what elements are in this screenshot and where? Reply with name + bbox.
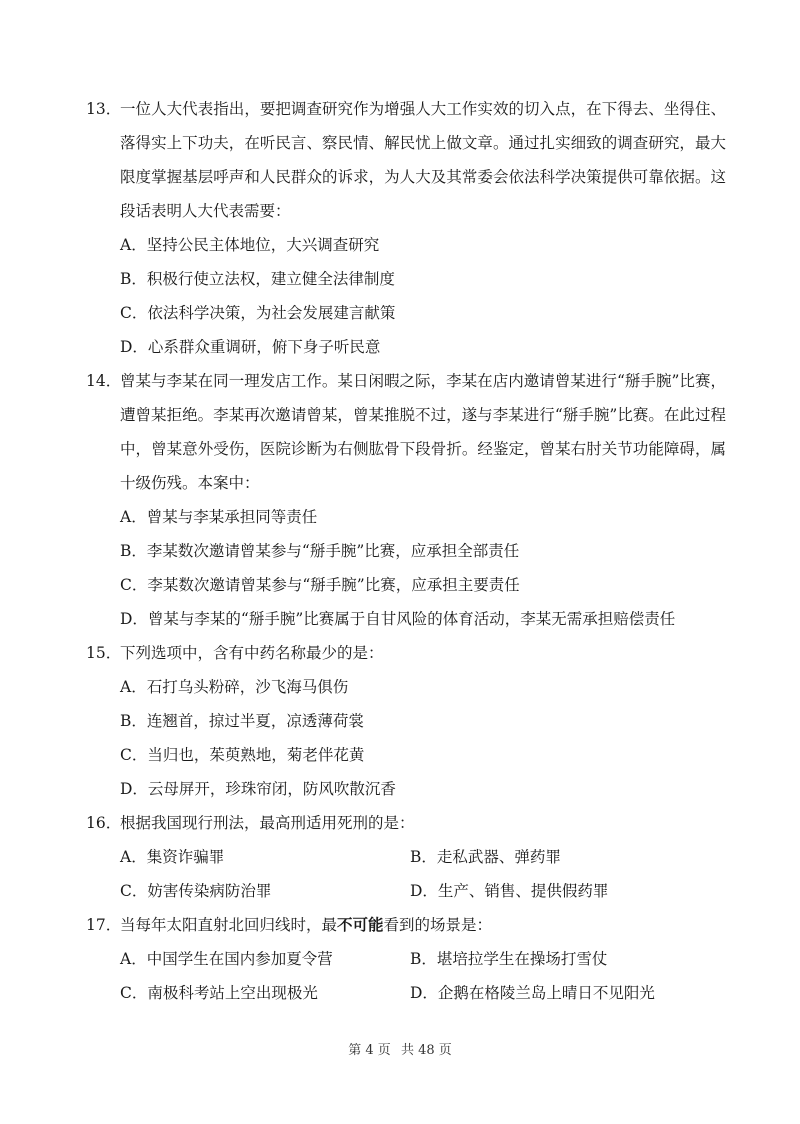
question-stem [86, 806, 726, 840]
option-c: C．依法科学决策，为社会发展建言献策 [120, 304, 396, 322]
option-d: D．云母屏开，珍珠帘闭，防风吹散沉香 [120, 780, 396, 798]
option-a: A．石打乌头粉碎，沙飞海马俱伤 [120, 678, 349, 696]
question-14 [86, 364, 726, 636]
question-list [86, 92, 726, 1010]
question-text: 下列选项中，含有中药名称最少的是： [120, 644, 384, 662]
option-c: C．李某数次邀请曾某参与“掰手腕”比赛，应承担主要责任 [120, 576, 520, 594]
option-c: C．当归也，茱萸熟地，菊老伴花黄 [120, 746, 365, 764]
option-b: B．连翘首，掠过半夏，凉透薄荷裳 [120, 712, 364, 730]
option-d: D．心系群众重调研，俯下身子听民意 [120, 338, 381, 356]
option-d: D．生产、销售、提供假药罪 [410, 882, 609, 900]
option-b: B．李某数次邀请曾某参与“掰手腕”比赛，应承担全部责任 [120, 542, 520, 560]
option-row [86, 874, 726, 908]
option-row [86, 840, 726, 874]
page-number: 第 4 页 [348, 1043, 391, 1058]
option-a: A．集资诈骗罪 [120, 848, 225, 866]
option-a: A．曾某与李某承担同等责任 [120, 508, 318, 526]
option-a: A．坚持公民主体地位，大兴调查研究 [120, 236, 380, 254]
option-row [86, 976, 726, 1010]
question-number: 17． [86, 916, 122, 934]
option-d: D．曾某与李某的“掰手腕”比赛属于自甘风险的体育活动，李某无需承担赔偿责任 [120, 610, 676, 628]
question-number: 16． [86, 814, 122, 832]
question-17 [86, 908, 726, 1010]
option-d: D．企鹅在格陵兰岛上晴日不见阳光 [410, 984, 655, 1002]
option-b: B．积极行使立法权，建立健全法律制度 [120, 270, 395, 288]
question-15 [86, 636, 726, 806]
option-row [86, 942, 726, 976]
question-13 [86, 92, 726, 364]
question-number: 15． [86, 644, 122, 662]
question-text-start: 当每年太阳直射北回归线时，最 [120, 916, 338, 934]
question-stem [86, 636, 726, 670]
question-number: 14． [86, 372, 122, 390]
option-b: B．堪培拉学生在操场打雪仗 [410, 950, 608, 968]
page-footer [0, 1042, 800, 1060]
question-text-end: 看到的场景是： [383, 916, 493, 934]
question-stem [86, 92, 726, 228]
question-text: 根据我国现行刑法，最高刑适用死刑的是： [120, 814, 415, 832]
page-total: 共 48 页 [400, 1043, 452, 1058]
question-stem [86, 908, 726, 942]
question-16 [86, 806, 726, 908]
question-stem [86, 364, 726, 500]
option-a: A．中国学生在国内参加夏令营 [120, 950, 333, 968]
option-b: B．走私武器、弹药罪 [410, 848, 561, 866]
question-text: 曾某与李某在同一理发店工作。某日闲暇之际，李某在店内邀请曾某进行“掰手腕”比赛，遭曾某拒绝。李某再次邀请曾某，曾某推脱不过，遂与李某进行“掰手腕”比赛。在此过程中，曾某意外受伤，医院诊断为右侧肱骨下段骨折。经鉴定，曾某右肘关节功能障碍，属十级伤残。本案中： [120, 372, 726, 492]
emphasis-text: 不可能 [337, 915, 384, 934]
option-c: C．南极科考站上空出现极光 [120, 984, 318, 1002]
option-c: C．妨害传染病防治罪 [120, 882, 272, 900]
question-text: 一位人大代表指出，要把调查研究作为增强人大工作实效的切入点，在下得去、坐得住、落得实上下功夫，在听民言、察民情、解民忧上做文章。通过扎实细致的调查研究，最大限度掌握基层呼声和人民群众的诉求，为人大及其常委会依法科学决策提供可靠依据。这段话表明人大代表需要： [120, 100, 726, 220]
question-number: 13． [86, 100, 122, 118]
